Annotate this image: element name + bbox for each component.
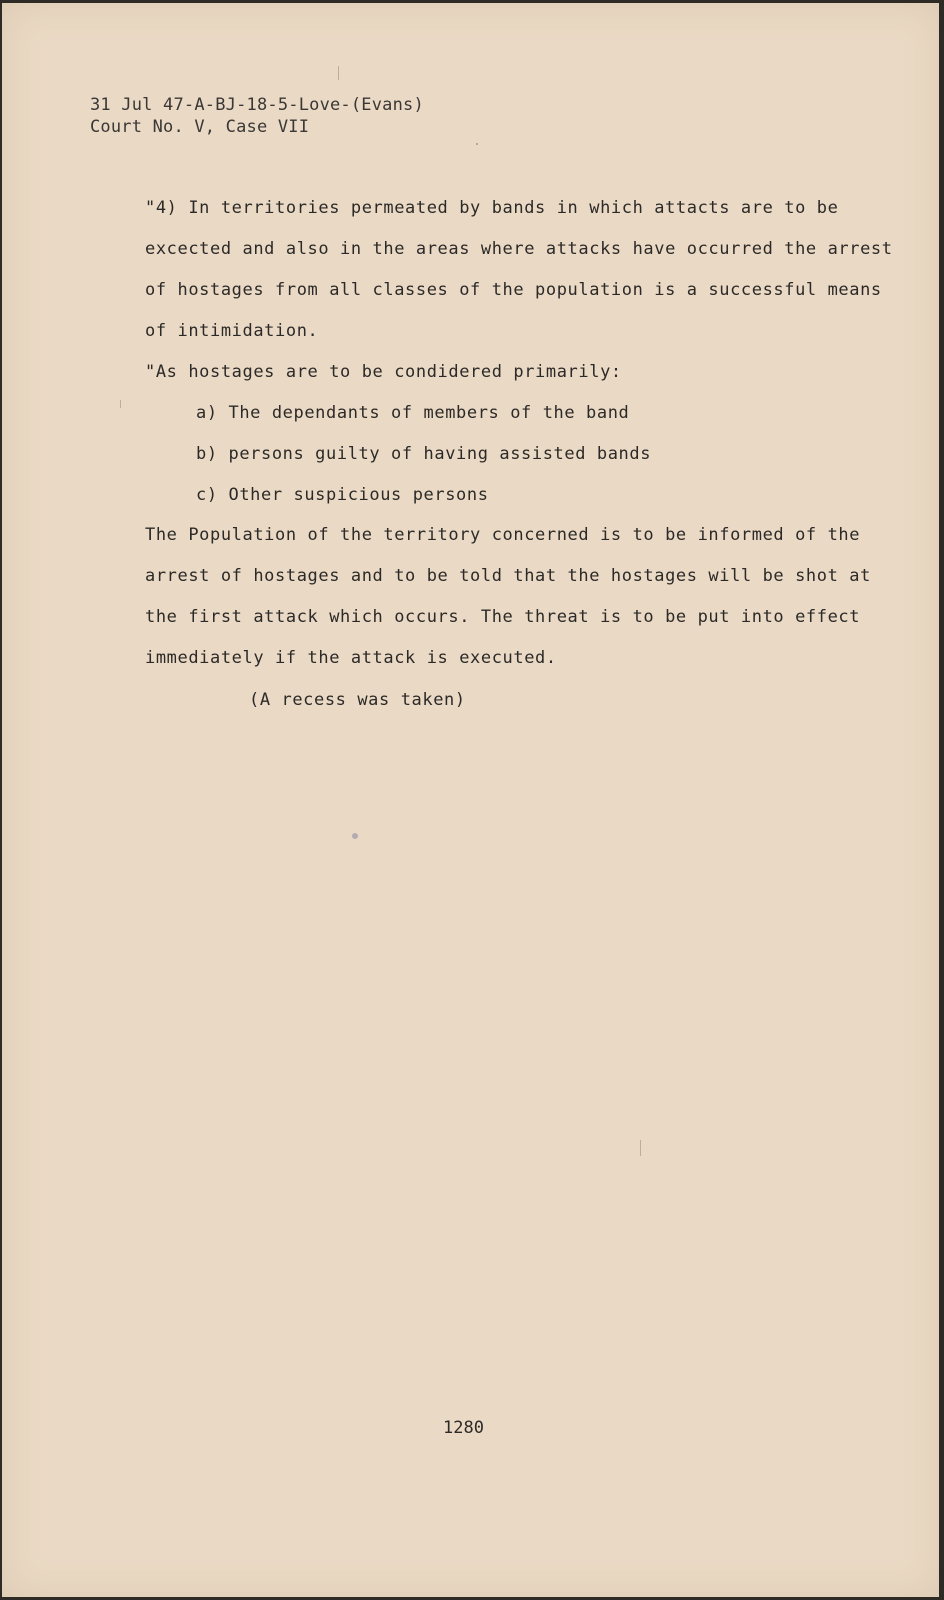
- list-item-c: c) Other suspicious persons: [196, 485, 489, 505]
- list-item-a: a) The dependants of members of the band: [196, 403, 630, 423]
- document-header: [90, 94, 424, 138]
- paper-speck: [352, 833, 358, 839]
- page-edge-top: [0, 0, 944, 3]
- paragraph-line: of intimidation.: [145, 321, 319, 341]
- paper-mark: [640, 1140, 641, 1156]
- paragraph-line: the first attack which occurs. The threat is to be put into effect: [145, 607, 861, 627]
- header-court: Court No. V, Case VII: [90, 117, 310, 137]
- paper-speck: [476, 143, 478, 145]
- page-edge-left: [0, 0, 2, 1600]
- page-number: 1280: [443, 1418, 484, 1438]
- header-reference: 31 Jul 47-A-BJ-18-5-Love-(Evans): [90, 95, 424, 115]
- paragraph-line: immediately if the attack is executed.: [145, 648, 557, 668]
- paper-mark: [120, 400, 121, 408]
- recess-note: (A recess was taken): [249, 690, 466, 710]
- paragraph-line: arrest of hostages and to be told that the hostages will be shot at: [145, 566, 871, 586]
- list-item-b: b) persons guilty of having assisted bands: [196, 444, 652, 464]
- paragraph-line: "As hostages are to be condidered primarily:: [145, 362, 622, 382]
- page-edge-right: [939, 0, 944, 1600]
- paragraph-line: of hostages from all classes of the population is a successful means: [145, 280, 882, 300]
- paragraph-line: The Population of the territory concerned is to be informed of the: [145, 525, 861, 545]
- paper-mark: [338, 66, 339, 80]
- paragraph-line: excected and also in the areas where attacks have occurred the arrest: [145, 239, 893, 259]
- paragraph-line: "4) In territories permeated by bands in which attacts are to be: [145, 198, 839, 218]
